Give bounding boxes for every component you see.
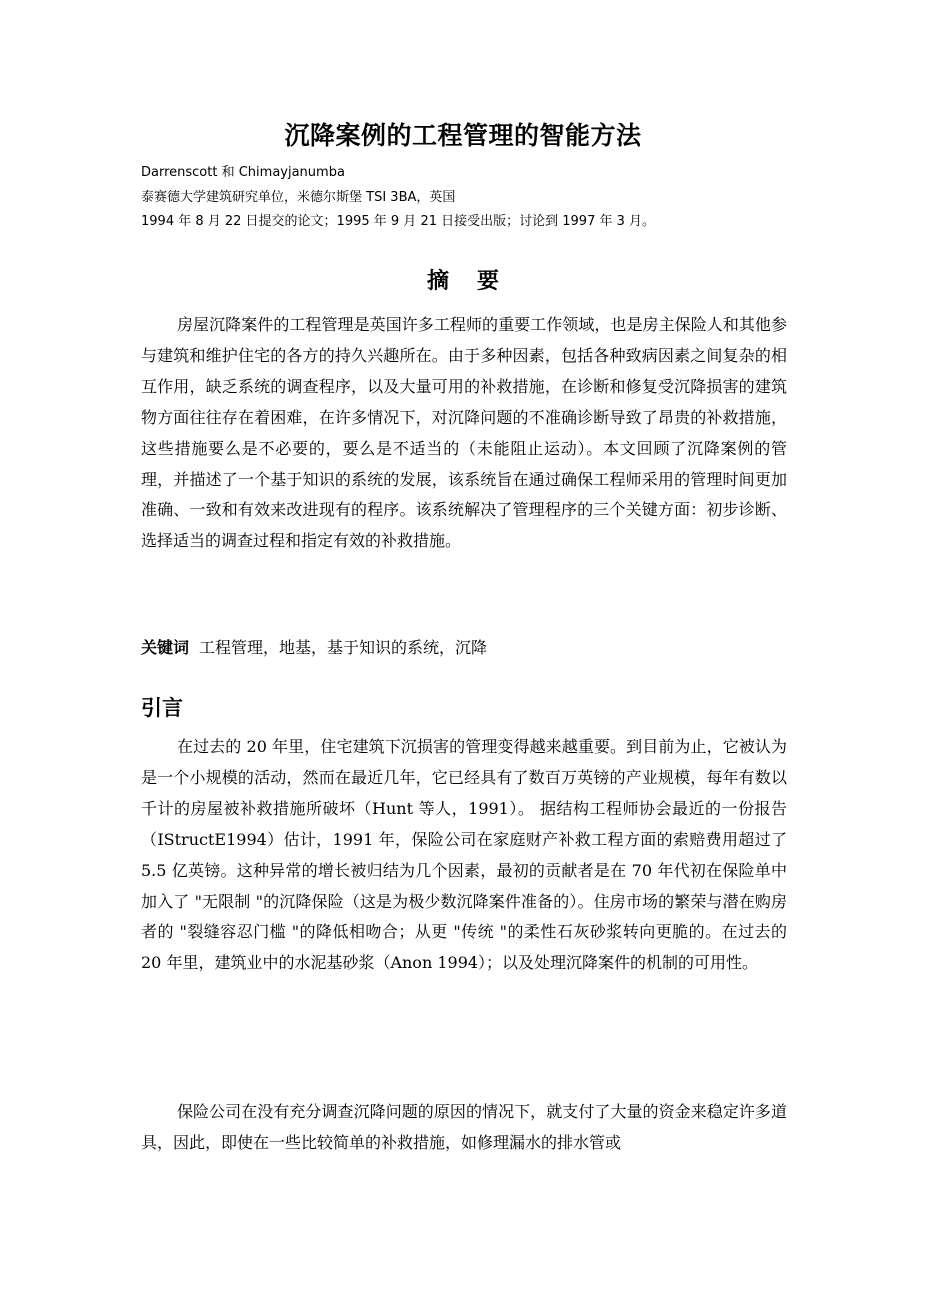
keywords-line — [141, 633, 787, 663]
submission-dates: 1994 年 8 月 22 日提交的论文；1995 年 9 月 21 日接受出版；讨论到 1997 年 3 月。 — [141, 214, 656, 229]
affiliation-line: 泰赛德大学建筑研究单位，米德尔斯堡 TSI 3BA，英国 — [141, 190, 456, 205]
intro-paragraph-1: 在过去的 20 年里，住宅建筑下沉损害的管理变得越来越重要。到目前为止，它被认为是一个小规模的活动，然而在最近几年，它已经具有了数百万英镑的产业规模，每年有数以千计的房屋被补救措施所破坏（Hunt 等人，1991）。 据结构工程师协会最近的一份报告（IStructE1994）估计，1991 年，保险公司在家庭财产补救工程方面的索赔费用超过了 5.5 亿英镑。这种异常的增长被归结为几个因素，最初的贡献者是在 70 年代初在保险单中加入了 "无限制 "的沉降保险（这是为极少数沉降案件准备的）。住房市场的繁荣与潜在购房者的 "裂缝容忍门槛 "的降低相吻合；从更 "传统 "的柔性石灰砂浆转向更脆的。在过去的 20 年里，建筑业中的水泥基砂浆（Anon 1994）；以及处理沉降案件的机制的可用性。 — [141, 737, 787, 973]
intro-paragraph-2: 保险公司在没有充分调查沉降问题的原因的情况下，就支付了大量的资金来稳定许多道具，因此，即使在一些比较简单的补救措施，如修理漏水的排水管或 — [141, 1102, 787, 1152]
keywords-text: 工程管理，地基，基于知识的系统，沉降 — [199, 638, 488, 657]
introduction-heading: 引言 — [141, 696, 183, 720]
author-line: Darrenscott 和 Chimayjanumba — [141, 165, 345, 180]
abstract-heading: 摘要 — [426, 269, 527, 294]
paper-title: 沉降案例的工程管理的智能方法 — [284, 121, 642, 150]
keywords-label: 关键词 — [141, 638, 190, 657]
abstract-paragraph: 房屋沉降案件的工程管理是英国许多工程师的重要工作领域，也是房主保险人和其他参与建筑和维护住宅的各方的持久兴趣所在。由于多种因素，包括各种致病因素之间复杂的相互作用，缺乏系统的调查程序，以及大量可用的补救措施，在诊断和修复受沉降损害的建筑物方面往往存在着困难，在许多情况下，对沉降问题的不准确诊断导致了昂贵的补救措施，这些措施要么是不必要的，要么是不适当的（未能阻止运动）。本文回顾了沉降案例的管理，并描述了一个基于知识的系统的发展，该系统旨在通过确保工程师采用的管理时间更加准确、一致和有效来改进现有的程序。该系统解决了管理程序的三个关键方面：初步诊断、选择适当的调查过程和指定有效的补救措施。 — [141, 315, 787, 551]
